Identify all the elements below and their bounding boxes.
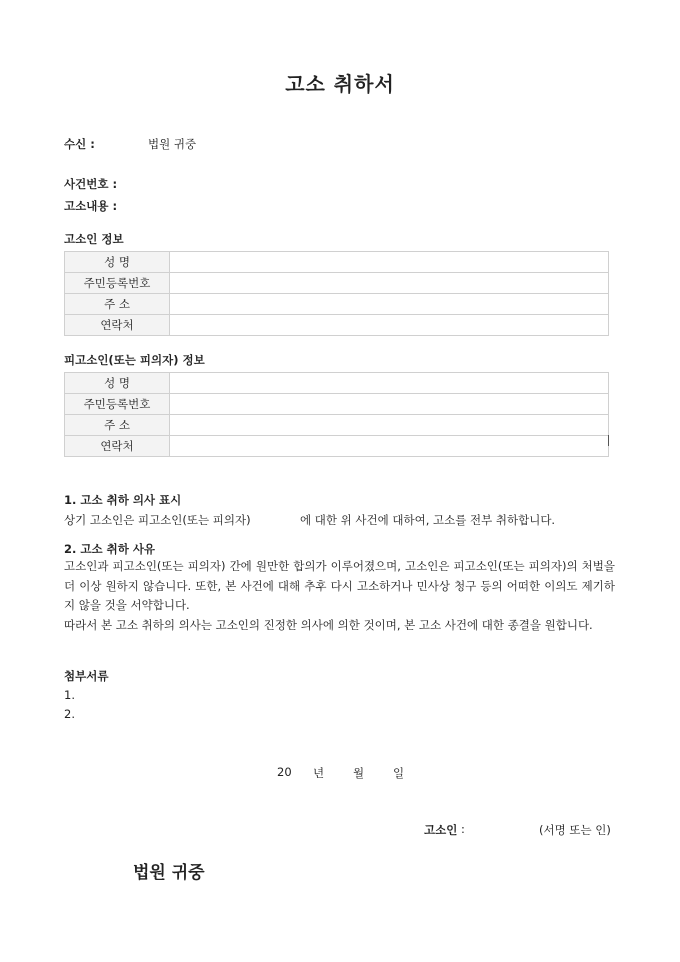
accused-contact-cell[interactable]: [170, 436, 609, 457]
complainant-name-label: 성 명: [65, 252, 170, 273]
complainant-id-cell[interactable]: [170, 273, 609, 294]
accused-id-cell[interactable]: [170, 394, 609, 415]
attachments-heading: 첨부서류: [64, 669, 109, 683]
complainant-id-label: 주민등록번호: [65, 273, 170, 294]
accused-contact-label: 연락처: [65, 436, 170, 457]
signature-note: (서명 또는 인): [539, 823, 611, 837]
case-number-label: 사건번호 :: [64, 177, 118, 191]
recipient-value: 법원 귀중: [148, 137, 197, 151]
document-title: 고소 취하서: [285, 72, 395, 96]
attachment-item-2: 2.: [64, 707, 75, 721]
section1-text-a: 상기 고소인은 피고소인(또는 피의자): [64, 513, 251, 527]
signature-colon: :: [461, 822, 465, 836]
text-cursor: [608, 435, 609, 446]
accused-address-cell[interactable]: [170, 415, 609, 436]
date-month-label: 월: [353, 766, 365, 780]
recipient-label: 수신 :: [64, 137, 95, 151]
complainant-info-heading: 고소인 정보: [64, 232, 124, 246]
court-addressee: 법원 귀중: [133, 863, 205, 883]
accused-info-heading: 피고소인(또는 피의자) 정보: [64, 353, 205, 367]
accused-id-label: 주민등록번호: [65, 394, 170, 415]
section2-heading: 2. 고소 취하 사유: [64, 542, 156, 556]
date-year-prefix: 20: [277, 765, 292, 779]
section1-heading: 1. 고소 취하 의사 표시: [64, 493, 182, 507]
section2-paragraph-1: 고소인과 피고소인(또는 피의자) 간에 원만한 합의가 이루어졌으며, 고소인은 피고소인(또는 피의자)의 처벌을 더 이상 원하지 않습니다. 또한, 본 사건에 대해 추후 다시 고소하거나 민사상 청구 등의 어떠한 이의도 제기하지 않을 것을 서약합니다.: [64, 559, 615, 612]
complainant-address-cell[interactable]: [170, 294, 609, 315]
section1-text-b: 에 대한 위 사건에 대하여, 고소를 전부 취하합니다.: [300, 513, 556, 527]
accused-address-label: 주 소: [65, 415, 170, 436]
date-day-label: 일: [393, 766, 405, 780]
accused-name-label: 성 명: [65, 373, 170, 394]
complaint-content-label: 고소내용 :: [64, 199, 118, 213]
signature-label: 고소인: [424, 823, 458, 837]
complainant-name-cell[interactable]: [170, 252, 609, 273]
accused-name-cell[interactable]: [170, 373, 609, 394]
date-year-label: 년: [313, 766, 325, 780]
complainant-contact-cell[interactable]: [170, 315, 609, 336]
section2-paragraph-2: 따라서 본 고소 취하의 의사는 고소인의 진정한 의사에 의한 것이며, 본 고소 사건에 대한 종결을 원합니다.: [64, 618, 593, 632]
complainant-info-table: [64, 251, 609, 336]
complainant-address-label: 주 소: [65, 294, 170, 315]
complainant-contact-label: 연락처: [65, 315, 170, 336]
attachment-item-1: 1.: [64, 688, 75, 702]
accused-info-table: [64, 372, 609, 457]
